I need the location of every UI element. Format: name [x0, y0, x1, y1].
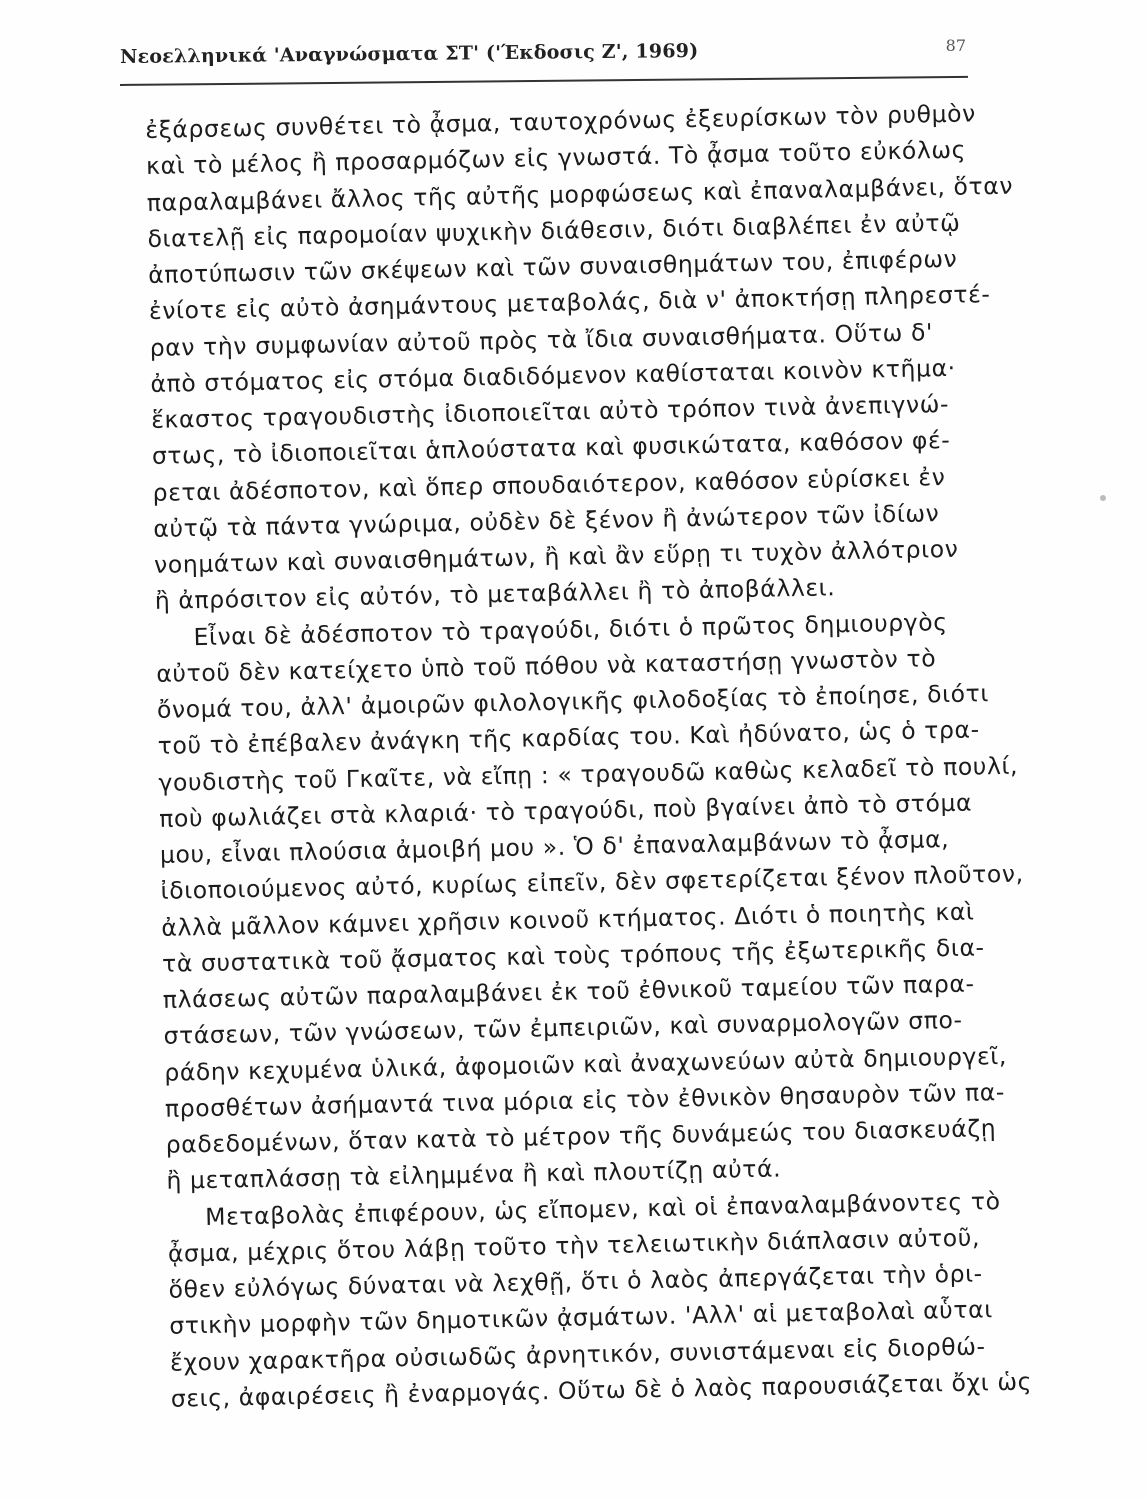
text-line: αὐτῷ τὰ πάντα γνώριμα, οὐδὲν δὲ ξένον ἢ ἀνώτερον τῶν ἰδίων [153, 498, 940, 543]
text-line: ᾆσμα, μέχρις ὅτου λάβῃ τοῦτο τὴν τελειωτικὴν διάπλασιν αὐτοῦ, [167, 1223, 981, 1268]
text-line: πλάσεως αὐτῶν παραλαμβάνει ἐκ τοῦ ἐθνικοῦ ταμείου τῶν παρα- [162, 969, 975, 1014]
text-line: ποὺ φωλιάζει στὰ κλαριά· τὸ τραγούδι, ποὺ βγαίνει ἀπὸ τὸ στόμα [158, 788, 973, 833]
paragraph-start-line: Εἶναι δὲ ἀδέσποτον τὸ τραγούδι, διότι ὁ πρῶτος δημιουργὸς [193, 607, 948, 651]
text-line: ἢ μεταπλάσσῃ τὰ εἰλημμένα ἢ καὶ πλουτίζῃ αὐτά. [166, 1154, 782, 1196]
text-line: στάσεων, τῶν γνώσεων, τῶν ἐμπειριῶν, καὶ συναρμολογῶν σπο- [163, 1006, 963, 1051]
scan-speck [1100, 495, 1106, 501]
text-line: γουδιστὴς τοῦ Γκαῖτε, νὰ εἴπῃ : « τραγουδῶ καθὼς κελαδεῖ τὸ πουλί, [158, 751, 1019, 797]
text-line: παραλαμβάνει ἄλλος τῆς αὐτῆς μορφώσεως καὶ ἐπαναλαμβάνει, ὅταν [146, 171, 1014, 217]
text-line: τὰ συστατικὰ τοῦ ᾄσματος καὶ τοὺς τρόπους τῆς ἐξωτερικῆς δια- [161, 933, 985, 978]
paragraph-start-line: Μεταβολὰς ἐπιφέρουν, ὡς εἴπομεν, καὶ οἱ ἐπαναλαμβάνοντες τὸ [204, 1186, 1001, 1231]
text-line: ράδην κεχυμένα ὑλικά, ἀφομοιῶν καὶ ἀναχωνεύων αὐτὰ δημιουργεῖ, [163, 1041, 1008, 1087]
text-line: ραδεδομένων, ὅταν κατὰ τὸ μέτρον τῆς δυνάμεώς του διασκευάζῃ [165, 1114, 997, 1159]
text-line: ὅθεν εὐλόγως δύναται νὰ λεχθῇ, ὅτι ὁ λαὸς ἀπεργάζεται τὴν ὁρι- [168, 1259, 983, 1304]
text-line: στικὴν μορφὴν τῶν δημοτικῶν ᾀσμάτων. 'Αλλ' αἱ μεταβολαὶ αὗται [169, 1295, 994, 1341]
text-line: προσθέτων ἀσήμαντά τινα μόρια εἰς τὸν ἐθνικὸν θησαυρὸν τῶν πα- [164, 1077, 1006, 1123]
text-line: ρεται ἀδέσποτον, καὶ ὅπερ σπουδαιότερον, καθόσον εὑρίσκει ἐν [152, 462, 946, 507]
text-line: ἀποτύπωσιν τῶν σκέψεων καὶ τῶν συναισθημάτων του, ἐπιφέρων [147, 244, 958, 289]
body-text [145, 95, 1033, 1417]
text-line: ἐνίοτε εἰς αὐτὸ ἀσημάντους μεταβολάς, διὰ ν' ἀποκτήσῃ πληρεστέ- [148, 280, 991, 326]
text-line: ἢ ἀπρόσιτον εἰς αὐτόν, τὸ μεταβάλλει ἢ τὸ ἀποβάλλει. [154, 573, 836, 616]
text-line: μου, εἶναι πλούσια ἀμοιβή μου ». Ὁ δ' ἐπαναλαμβάνων τὸ ᾆσμα, [159, 825, 950, 869]
text-line: ραν τὴν συμφωνίαν αὐτοῦ πρὸς τὰ ἴδια συναισθήματα. Οὕτω δ' [149, 317, 934, 362]
text-line: ἔχουν χαρακτῆρα οὐσιωδῶς ἀρνητικόν, συνιστάμεναι εἰς διορθώ- [169, 1331, 986, 1377]
text-line: σεις, ἀφαιρέσεις ἢ ἐναρμογάς. Οὕτω δὲ ὁ λαὸς παρουσιάζεται ὄχι ὡς [170, 1367, 1033, 1413]
text-line: ἕκαστος τραγουδιστὴς ἰδιοποιεῖται αὐτὸ τρόπον τινὰ ἀνεπιγνώ- [150, 389, 950, 434]
text-line: ἰδιοποιούμενος αὐτό, κυρίως εἰπεῖν, δὲν σφετερίζεται ξένον πλοῦτον, [160, 859, 1024, 906]
page-number: 87 [945, 36, 966, 55]
header-rule [120, 76, 968, 86]
text-line: ἀπὸ στόματος εἰς στόμα διαδιδόμενον καθίσταται κοινὸν κτῆμα· [150, 353, 956, 398]
text-line: διατελῇ εἰς παρομοίαν ψυχικὴν διάθεσιν, διότι διαβλέπει ἐν αὐτῷ [147, 208, 961, 253]
text-line: τοῦ τὸ ἐπέβαλεν ἀνάγκη τῆς καρδίας του. Καὶ ἠδύνατο, ὡς ὁ τρα- [157, 715, 980, 761]
running-header [120, 36, 980, 96]
text-line: ὄνομά του, ἀλλ' ἀμοιρῶν φιλολογικῆς φιλοδοξίας τὸ ἐποίησε, διότι [156, 679, 990, 724]
text-line: αὐτοῦ δὲν κατείχετο ὑπὸ τοῦ πόθου νὰ καταστήσῃ γνωστὸν τὸ [155, 643, 937, 688]
header-title: Νεοελληνικά 'Αναγνώσματα ΣΤ' ('Έκδοσις Ζ', 1969) [119, 39, 699, 68]
text-line: νοημάτων καὶ συναισθημάτων, ἢ καὶ ἂν εὕρῃ τι τυχὸν ἀλλότριον [153, 534, 959, 579]
text-line: στως, τὸ ἰδιοποιεῖται ἁπλούστατα καὶ φυσικώτατα, καθόσον φέ- [151, 426, 951, 471]
text-line: ἐξάρσεως συνθέτει τὸ ᾆσμα, ταυτοχρόνως ἐξευρίσκων τὸν ρυθμὸν [145, 99, 977, 144]
text-line: ἀλλὰ μᾶλλον κάμνει χρῆσιν κοινοῦ κτήματος. Διότι ὁ ποιητὴς καὶ [161, 897, 975, 942]
text-line: καὶ τὸ μέλος ἢ προσαρμόζων εἰς γνωστά. Τὸ ᾆσμα τοῦτο εὐκόλως [145, 135, 967, 181]
